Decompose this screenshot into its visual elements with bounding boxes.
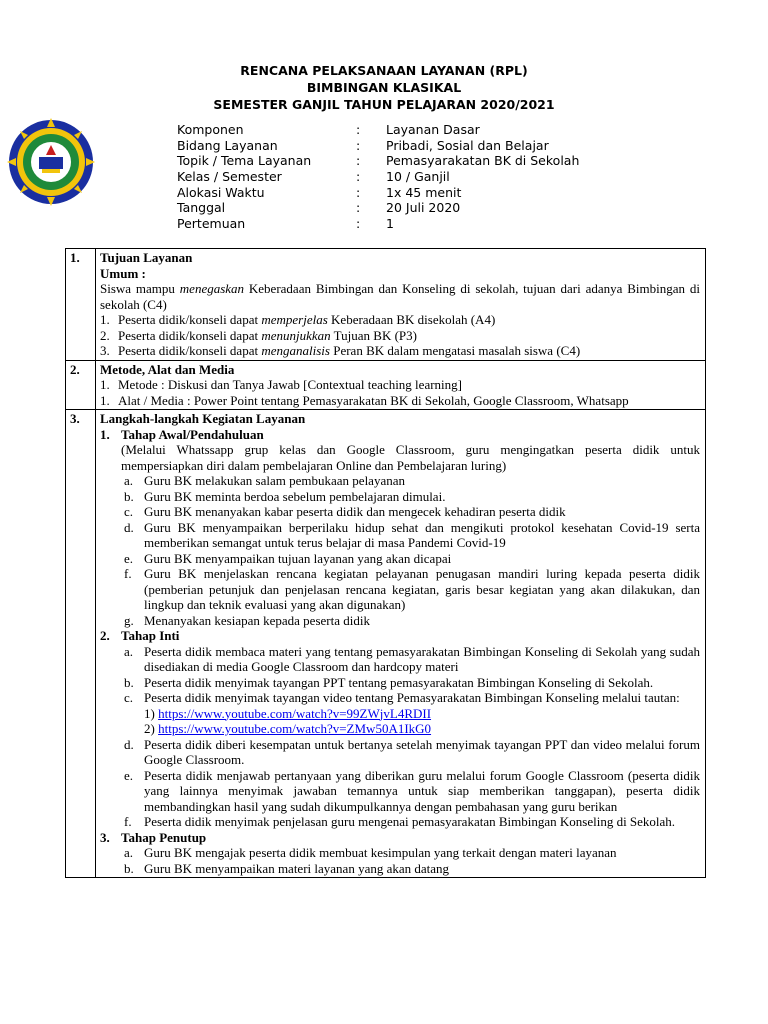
list-item: a. Guru BK mengajak peserta didik membuat kesimpulan yang terkait dengan materi layanan — [124, 845, 617, 860]
meta-key: Komponen — [177, 122, 244, 137]
stage-title-awal: 1. Tahap Awal/Pendahuluan — [100, 426, 264, 442]
meta-sep: : — [356, 184, 361, 200]
document-header — [0, 62, 768, 113]
section-content — [96, 249, 706, 361]
meta-row-topik — [0, 153, 768, 169]
list-item: e. Guru BK menyampaikan tujuan layanan yang akan dicapai — [124, 550, 452, 566]
list-item: c. Guru BK menanyakan kabar peserta didik dan mengecek kehadiran peserta didik — [124, 504, 566, 519]
list-item: 3. Peserta didik/konseli dapat menganalisis Peran BK dalam mengatasi masalah siswa (C4) — [100, 343, 581, 358]
meta-sep: : — [356, 153, 361, 169]
rpl-table — [65, 248, 706, 878]
list-item: d. Guru BK menyampaikan berperilaku hidup sehat dan mengikuti protokol kesehatan Covid-19 serta memberikan semangat untuk terus belajar di masa Pandemi Covid-19 — [124, 519, 700, 550]
meta-info — [0, 122, 768, 232]
youtube-link-1[interactable]: https://www.youtube.com/watch?v=99ZWjvL4RDII — [158, 705, 432, 721]
list-item: 2. Peserta didik/konseli dapat menunjukkan Tujuan BK (P3) — [100, 327, 417, 343]
header-title: RENCANA PELAKSANAAN LAYANAN (RPL) — [240, 63, 528, 78]
list-item: a. Peserta didik membaca materi yang tentang pemasyarakatan Bimbingan Konseling di Sekolah yang sudah disediakan di media Google Classroom dan hardcopy materi — [124, 643, 700, 674]
meta-row-bidang — [0, 138, 768, 154]
list-item: b. Guru BK meminta berdoa sebelum pembelajaran dimulai. — [124, 488, 446, 504]
list-item: b. Peserta didik menyimak tayangan PPT tentang pemasyarakatan Bimbingan Konseling di Sekolah. — [124, 674, 654, 690]
list-item: b. Guru BK menyampaikan materi layanan yang akan datang — [124, 860, 450, 876]
meta-sep: : — [356, 216, 361, 232]
section-content — [96, 360, 706, 410]
meta-key: Kelas / Semester — [177, 169, 282, 185]
list-item: e. Peserta didik menjawab pertanyaan yang diberikan guru melalui forum Google Classroom (peserta didik yang lainnya menyimak jawaban temannya untuk siap memberikan tanggapan), peserta didik membandingkan hasil yang sudah dikumpulkannya dengan pembahasan yang guru berikan — [124, 767, 700, 814]
umum-text: Siswa mampu menegaskan Keberadaan Bimbingan dan Konseling di sekolah, tujuan dari adanya Bimbingan di sekolah (C4) — [100, 281, 701, 312]
youtube-link-2[interactable]: https://www.youtube.com/watch?v=ZMw50A1IkG0 — [158, 721, 432, 736]
section-number: 3. — [66, 410, 96, 878]
list-item: 1. Alat / Media : Power Point tentang Pemasyarakatan BK di Sekolah, Google Classroom, Whatsapp — [100, 392, 629, 408]
meta-value: Pemasyarakatan BK di Sekolah — [386, 153, 580, 169]
meta-row-pertemuan — [0, 216, 768, 232]
section-content — [96, 410, 706, 878]
section-title: Tujuan Layanan — [100, 250, 193, 265]
section-metode — [66, 360, 706, 410]
meta-sep: : — [356, 122, 361, 137]
list-item: a. Guru BK melakukan salam pembukaan pelayanan — [124, 473, 405, 488]
meta-sep: : — [356, 200, 361, 216]
list-item: 1. Peserta didik/konseli dapat memperjelas Keberadaan BK disekolah (A4) — [100, 312, 496, 327]
meta-key: Bidang Layanan — [177, 137, 278, 153]
section-number: 1. — [66, 249, 96, 361]
meta-key: Alokasi Waktu — [177, 184, 265, 200]
meta-key: Topik / Tema Layanan — [177, 153, 312, 169]
header-subtitle: BIMBINGAN KLASIKAL — [306, 80, 462, 95]
umum-label: Umum : — [100, 265, 146, 281]
meta-row-alokasi — [0, 185, 768, 201]
meta-value: Pribadi, Sosial dan Belajar — [386, 137, 549, 153]
stage-intro: (Melalui Whatssapp grup kelas dan Google Classroom, guru mengingatkan peserta didik untuk mempersiapkan diri dalam pembelajaran Online dan Pembelajaran luring) — [121, 442, 700, 473]
meta-value: 1 — [386, 216, 394, 232]
list-item: f. Guru BK menjelaskan rencana kegiatan pelayanan penugasan mandiri luring kepada peserta didik (pemberian petunjuk dan penjelasan rencana kegiatan, garis besar kegiatan yang akan dilakukan, dan lingkup dan teknik evaluasi yang akan digunakan) — [124, 566, 700, 612]
section-langkah — [66, 410, 706, 878]
section-title: Langkah-langkah Kegiatan Layanan — [100, 411, 306, 426]
meta-row-komponen — [0, 122, 768, 138]
list-item: 1. Metode : Diskusi dan Tanya Jawab [Contextual teaching learning] — [100, 377, 462, 392]
meta-value: 1x 45 menit — [386, 184, 462, 200]
meta-sep: : — [356, 137, 361, 153]
meta-sep: : — [356, 169, 361, 185]
meta-row-kelas — [0, 169, 768, 185]
section-title: Metode, Alat dan Media — [100, 361, 235, 377]
meta-key: Tanggal — [177, 200, 226, 216]
section-number: 2. — [66, 360, 96, 410]
meta-value: Layanan Dasar — [386, 122, 480, 137]
video-link-row: 2) https://www.youtube.com/watch?v=ZMw50A1IkG0 — [144, 721, 432, 736]
stage-title-inti: 2. Tahap Inti — [100, 628, 180, 643]
meta-value: 20 Juli 2020 — [386, 200, 461, 216]
meta-row-tanggal — [0, 200, 768, 216]
section-tujuan — [66, 249, 706, 361]
list-item: d. Peserta didik diberi kesempatan untuk bertanya setelah menyimak tayangan PPT dan video melalui forum Google Classroom. — [124, 736, 700, 767]
meta-key: Pertemuan — [177, 216, 246, 232]
list-item: f. Peserta didik menyimak penjelasan guru mengenai pemasyarakatan Bimbingan Konseling di Sekolah. — [124, 814, 676, 829]
meta-value: 10 / Ganjil — [386, 169, 450, 185]
video-link-row: 1) https://www.youtube.com/watch?v=99ZWjvL4RDII — [144, 705, 432, 721]
stage-title-penutup: 3. Tahap Penutup — [100, 829, 207, 845]
list-item: c. Peserta didik menyimak tayangan video tentang Pemasyarakatan Bimbingan Konseling melalui tautan: — [124, 690, 680, 705]
header-semester: SEMESTER GANJIL TAHUN PELAJARAN 2020/2021 — [213, 97, 555, 112]
list-item: g. Menanyakan kesiapan kepada peserta didik — [124, 612, 370, 628]
